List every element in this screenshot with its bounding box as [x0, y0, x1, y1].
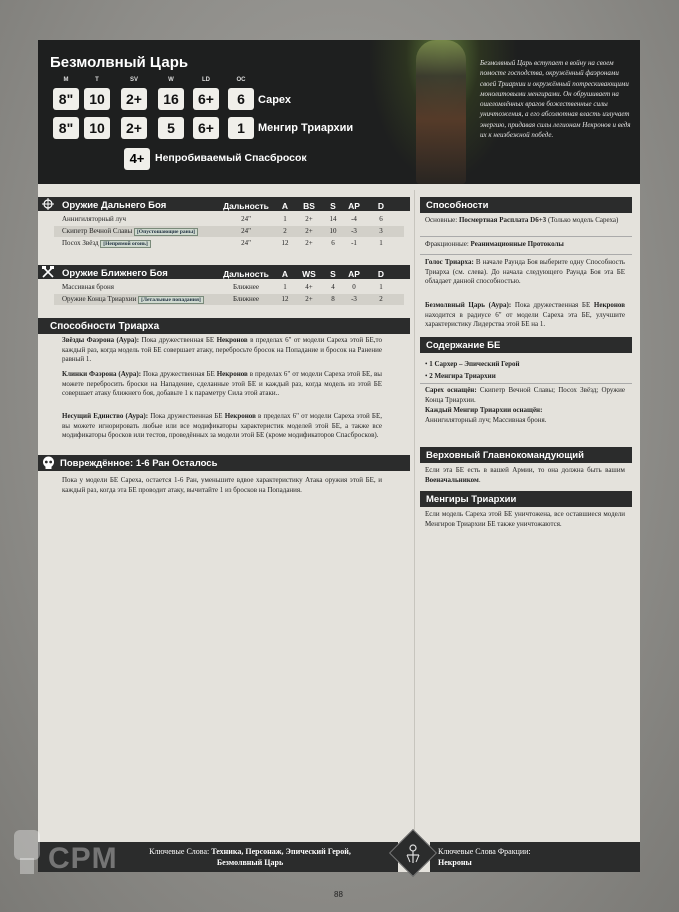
weapon-bs: 2+ — [305, 215, 313, 223]
stat-t-sareh: 10 — [84, 88, 110, 110]
weapon-ap: -3 — [351, 227, 357, 235]
triarch-menhirs-text: Если модель Сареха этой БЕ уничтожена, все оставшиеся модели Менгиров Триархии БЕ также уничтожаются. — [425, 510, 625, 528]
weapon-s: 8 — [331, 295, 335, 303]
stat-oc-menhir: 1 — [228, 117, 254, 139]
weapon-a: 1 — [283, 283, 287, 291]
weapon-name: Скипетр Вечной Славы [Опустошающие раны] — [62, 226, 198, 238]
stat-label-w: W — [168, 77, 174, 83]
col-ws: WS — [302, 269, 316, 279]
unit-intro-text: Безмолвный Царь вступает в войну на своем помосте господства, окружённый фаэронами своей Триархии и окружённый потрескивающими монолитовыми менгирами. Он обрушивает на ошеломлённых врагов божественные силы уничтожения, а его абсолютная власть излучает энергию, придавая силы легионам Некронов и ведя их к неизбежной победе. — [480, 59, 631, 140]
weapon-ap: -4 — [351, 215, 357, 223]
col-range: Дальность — [223, 269, 269, 279]
damaged-title: Повреждённое: 1-6 Ран Осталось — [60, 458, 218, 469]
weapon-row — [54, 282, 404, 293]
ability-silent-king: Безмолвный Царь (Аура): Пока дружественная БЕ Некронов находится в радиусе 6" от модели Сареха эта БЕ, улучшите характеристику Лидерства этой БЕ на 1. — [425, 301, 626, 329]
col-a: A — [281, 201, 289, 211]
unit-title: Безмолвный Царь — [50, 54, 189, 71]
weapon-d: 3 — [379, 227, 383, 235]
weapon-range: Ближнее — [233, 295, 259, 303]
weapon-a: 12 — [281, 239, 289, 247]
triarch-menhirs-header — [420, 491, 632, 507]
faction-abilities: Фракционные: Реанимационные Протоколы — [425, 240, 564, 248]
faction-keywords-value: Некроны — [438, 858, 472, 867]
stat-label-t: T — [95, 77, 99, 83]
stat-m-menhir: 8" — [53, 117, 79, 139]
weapon-ap: -1 — [351, 239, 357, 247]
weapon-keyword-tag: [Опустошающие раны] — [134, 228, 198, 236]
stat-t-menhir: 10 — [84, 117, 110, 139]
unit-composition-header — [420, 337, 632, 353]
weapon-range: 24" — [241, 239, 251, 247]
section-separator — [420, 383, 632, 384]
weapon-range: 24" — [241, 227, 251, 235]
weapon-d: 1 — [379, 283, 383, 291]
stat-w-menhir: 5 — [158, 117, 184, 139]
ranged-weapons-header — [38, 197, 410, 211]
weapon-d: 6 — [379, 215, 383, 223]
model-name-menhir: Менгир Триархии — [258, 122, 354, 134]
fist-logo-icon — [10, 826, 44, 876]
abilities-header — [420, 197, 632, 213]
ability-stars-of-phaeron: Звёзды Фаэрона (Аура): Пока дружественная БЕ Некронов в пределах 6" от модели Сареха этой БЕ,то каждый раз, когда модель той БЕ совершает атаку, перебросьте бросок на Попадание и бросок на Ранение равный 1. — [62, 336, 382, 364]
ability-bearer-of-unity: Несущий Единство (Аура): Пока дружественная БЕ Некронов в пределах 6" от модели Сареха этой БЕ, вы можете игнорировать любые или все модификаторы характеристик моделей этой БЕ, а также все модификаторы бросков или тестов, проведённых за модели этой БЕ (кроме модификаторов Спасбросков). — [62, 412, 382, 440]
core-abilities: Основные: Посмертная Расплата D6+3 (Только модель Сареха) — [425, 216, 619, 224]
weapon-range: 24" — [241, 215, 251, 223]
weapon-row — [54, 238, 404, 249]
skull-icon — [42, 456, 55, 470]
weapon-ap: 0 — [352, 283, 356, 291]
weapon-ws: 2+ — [305, 295, 313, 303]
weapon-row — [54, 214, 404, 225]
weapon-name: Массивная броня — [62, 283, 114, 291]
stat-sv-menhir: 2+ — [121, 117, 147, 139]
weapon-ap: -3 — [351, 295, 357, 303]
necron-glyph-icon — [404, 843, 422, 865]
weapon-s: 14 — [329, 215, 337, 223]
col-bs: BS — [303, 201, 315, 211]
stat-sv-sareh: 2+ — [121, 88, 147, 110]
unit-figure — [416, 40, 466, 184]
weapon-s: 6 — [331, 239, 335, 247]
ability-blades-of-phaeron: Клинки Фаэрона (Аура): Пока дружественная БЕ Некронов в пределах 6" от модели Сареха этой БЕ, вы можете перебросить броски на Нападение, сделанные этой БЕ и каждый раз, когда модель из этой БЕ совершает атаку ближнего боя, добавьте 1 к параметру Сила этой атаки.. — [62, 370, 382, 398]
section-separator — [420, 254, 632, 255]
invuln-save-value: 4+ — [124, 148, 150, 170]
invuln-save-label: Непробиваемый Спасбросок — [155, 152, 307, 164]
composition-item: • 2 Менгира Триархии — [425, 372, 496, 380]
ranged-weapons-title: Оружие Дальнего Боя — [62, 200, 167, 211]
weapon-s: 10 — [329, 227, 337, 235]
weapon-a: 12 — [281, 295, 289, 303]
stat-label-sv: SV — [129, 77, 138, 83]
weapon-row — [54, 226, 404, 237]
stat-ld-menhir: 6+ — [193, 117, 219, 139]
column-divider — [414, 190, 415, 830]
triarch-abilities-header — [38, 318, 410, 334]
weapon-d: 2 — [379, 295, 383, 303]
cpm-logo: CPM — [48, 842, 118, 875]
model-name-sareh: Сарех — [258, 94, 292, 106]
stat-w-sareh: 16 — [158, 88, 184, 110]
weapon-d: 1 — [379, 239, 383, 247]
melee-weapons-title: Оружие Ближнего Боя — [62, 268, 168, 279]
triarch-menhirs-title: Менгиры Триархии — [426, 494, 517, 505]
ability-voice-of-triarch: Голос Триарха: В начале Раунда Боя выберите одну Способность Триарха (см. слева). До начала следующего Раунда Боя эта БЕ обладает данной способностью. — [425, 258, 625, 286]
weapon-row — [54, 294, 404, 305]
section-separator — [420, 236, 632, 237]
col-range: Дальность — [223, 201, 269, 211]
stat-label-ld: LD — [202, 77, 210, 83]
weapon-ws: 4+ — [305, 283, 313, 291]
col-ap: AP — [348, 269, 360, 279]
triarch-abilities-title: Способности Триарха — [50, 321, 160, 332]
weapon-name: Посох Звёзд [Непрямой огонь] — [62, 238, 151, 250]
weapon-range: Ближнее — [233, 283, 259, 291]
supreme-commander-header — [420, 447, 632, 463]
weapon-s: 4 — [331, 283, 335, 291]
weapon-keyword-tag: [Непрямой огонь] — [100, 240, 151, 248]
sareh-equipment: Сарех оснащён: Скипетр Вечной Славы; Посох Звёзд; Оружие Конца Триархии. — [425, 386, 626, 404]
faction-keywords-label: Ключевые Слова Фракции: — [438, 847, 531, 856]
stat-ld-sareh: 6+ — [193, 88, 219, 110]
stat-label-oc: OC — [236, 77, 246, 83]
keywords-line: Ключевые Слова: Техника, Персонаж, Эпический Герой, — [149, 847, 351, 856]
melee-weapons-header — [38, 265, 410, 279]
stat-label-m: M — [63, 77, 69, 83]
stat-oc-sareh: 6 — [228, 88, 254, 110]
crosshair-icon — [42, 198, 54, 210]
col-a: A — [281, 269, 289, 279]
weapon-name: Оружие Конца Триархии [Летальные попадания] — [62, 294, 204, 306]
col-d: D — [377, 269, 385, 279]
keywords-line-2: Безмолвный Царь — [216, 858, 284, 867]
composition-item: • 1 Сархер – Эпический Герой — [425, 360, 520, 368]
crossed-weapons-icon — [42, 266, 54, 278]
stat-m-sareh: 8" — [53, 88, 79, 110]
supreme-commander-title: Верховный Главнокомандующий — [426, 450, 584, 461]
col-s: S — [330, 201, 336, 211]
weapon-bs: 2+ — [305, 239, 313, 247]
weapon-a: 2 — [283, 227, 287, 235]
page-number: 88 — [334, 890, 343, 899]
unit-composition-title: Содержание БЕ — [426, 340, 501, 351]
weapon-keyword-tag: [Летальные попадания] — [138, 296, 204, 304]
abilities-title: Способности — [426, 200, 489, 211]
weapon-bs: 2+ — [305, 227, 313, 235]
damaged-header — [38, 455, 410, 471]
col-ap: AP — [348, 201, 360, 211]
weapon-name: Аннигиляторный луч — [62, 215, 127, 223]
supreme-commander-text: Если эта БЕ есть в вашей Армии, то она должна быть вашим Военачальником. — [425, 466, 625, 484]
menhir-equipment: Каждый Менгир Триархии оснащён: Аннигиляторный луч; Массивная броня. — [425, 406, 547, 424]
col-d: D — [377, 201, 385, 211]
col-s: S — [330, 269, 336, 279]
damaged-text: Пока у модели БЕ Сареха, остается 1-6 Ран, уменьшите вдвое характеристику Атака оружия этой БЕ, и каждый раз, когда эта БЕ проводит атаку, вычитайте 1 из бросков на Попадания. — [62, 476, 382, 494]
weapon-a: 1 — [283, 215, 287, 223]
